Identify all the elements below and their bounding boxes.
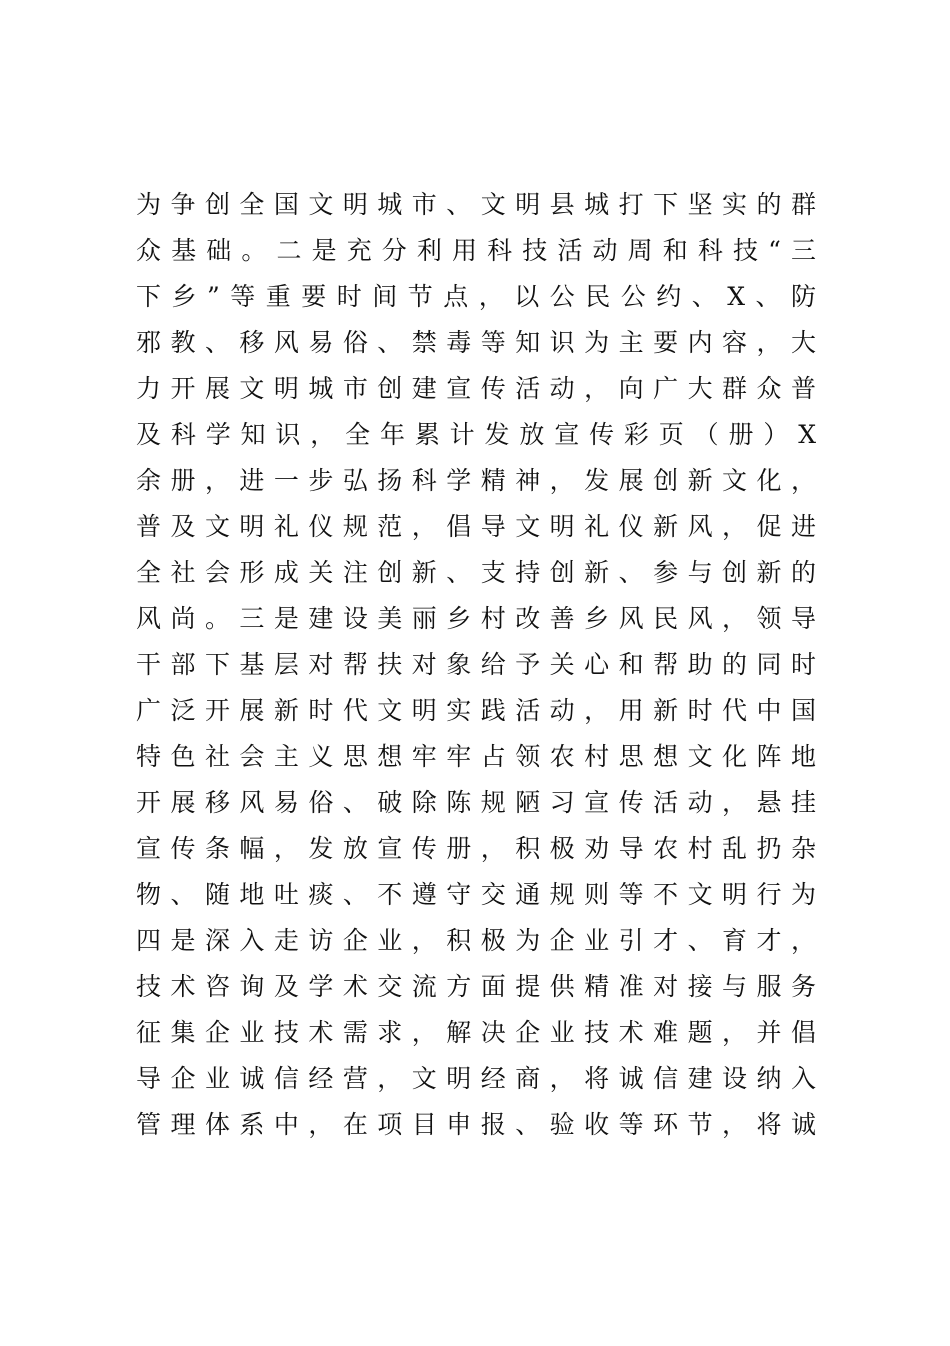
text-line: 四是深入走访企业，积极为企业引才、育才， bbox=[136, 926, 816, 955]
text-line: 广泛开展新时代文明实践活动，用新时代中国 bbox=[136, 696, 816, 725]
text-line: 风尚。三是建设美丽乡村改善乡风民风，领导 bbox=[136, 604, 816, 633]
text-line: 技术咨询及学术交流方面提供精准对接与服务 bbox=[136, 972, 816, 1001]
text-line: 宣传条幅，发放宣传册，积极劝导农村乱扔杂 bbox=[136, 834, 816, 863]
text-line: 余册，进一步弘扬科学精神，发展创新文化， bbox=[136, 466, 816, 495]
text-line: 及科学知识，全年累计发放宣传彩页（册）X bbox=[136, 420, 816, 449]
text-line: 普及文明礼仪规范，倡导文明礼仪新风，促进 bbox=[136, 512, 816, 541]
text-line: 物、随地吐痰、不遵守交通规则等不文明行为 bbox=[136, 880, 816, 909]
text-line: 特色社会主义思想牢牢占领农村思想文化阵地 bbox=[136, 742, 816, 771]
text-line: 为争创全国文明城市、文明县城打下坚实的群 bbox=[136, 190, 816, 219]
text-line: 导企业诚信经营，文明经商，将诚信建设纳入 bbox=[136, 1064, 816, 1093]
text-line: 管理体系中，在项目申报、验收等环节，将诚 bbox=[136, 1110, 816, 1139]
text-line: 下乡”等重要时间节点，以公民公约、X、防 bbox=[136, 282, 816, 311]
text-line: 邪教、移风易俗、禁毒等知识为主要内容，大 bbox=[136, 328, 816, 357]
text-line: 力开展文明城市创建宣传活动，向广大群众普 bbox=[136, 374, 816, 403]
text-line: 开展移风易俗、破除陈规陋习宣传活动，悬挂 bbox=[136, 788, 816, 817]
text-line: 众基础。二是充分利用科技活动周和科技“三 bbox=[136, 236, 816, 265]
text-line: 全社会形成关注创新、支持创新、参与创新的 bbox=[136, 558, 816, 587]
text-line: 干部下基层对帮扶对象给予关心和帮助的同时 bbox=[136, 650, 816, 679]
body-text bbox=[136, 182, 816, 1148]
text-line: 征集企业技术需求，解决企业技术难题，并倡 bbox=[136, 1018, 816, 1047]
